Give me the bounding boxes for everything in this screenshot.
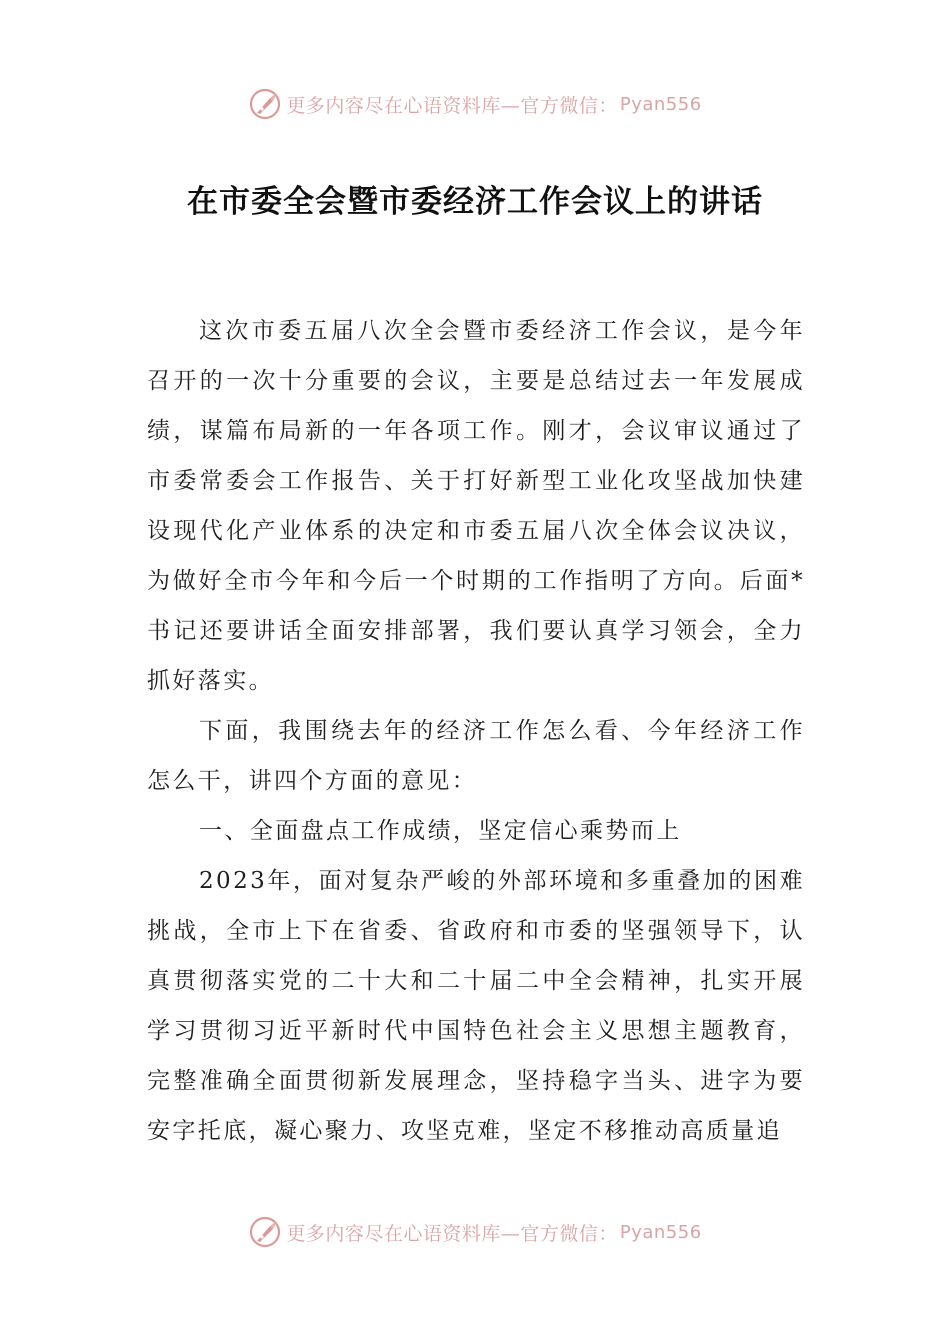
watermark-handle: Pyan556 <box>619 93 702 115</box>
pen-nib-logo-icon <box>248 87 282 121</box>
document-title: 在市委全会暨市委经济工作会议上的讲话 <box>187 184 763 220</box>
document-body <box>147 306 805 1156</box>
footer-watermark <box>0 1212 950 1252</box>
header-watermark <box>0 84 950 124</box>
paragraph: 下面，我围绕去年的经济工作怎么看、今年经济工作怎么干，讲四个方面的意见： <box>147 718 805 794</box>
paragraph: 2023年，面对复杂严峻的外部环境和多重叠加的困难挑战，全市上下在省委、省政府和市委的坚强领导下，认真贯彻落实党的二十大和二十届二中全会精神，扎实开展学习贯彻习近平新时代中国特色社会主义思想主题教育，完整准确全面贯彻新发展理念，坚持稳字当头、进字为要安字托底，凝心聚力、攻坚克难，坚定不移推动高质量追 <box>147 868 805 1144</box>
paragraph: 这次市委五届八次全会暨市委经济工作会议，是今年召开的一次十分重要的会议，主要是总结过去一年发展成绩，谋篇布局新的一年各项工作。刚才，会议审议通过了市委常委会工作报告、关于打好新型工业化攻坚战加快建设现代化产业体系的决定和市委五届八次全体会议决议，为做好全市今年和今后一个时期的工作指明了方向。后面*书记还要讲话全面安排部署，我们要认真学习领会，全力抓好落实。 <box>147 318 805 694</box>
section-heading: 一、全面盘点工作成绩，坚定信心乘势而上 <box>199 818 682 844</box>
watermark-text: 更多内容尽在心语资料库—官方微信： <box>286 1222 618 1245</box>
watermark-text: 更多内容尽在心语资料库—官方微信： <box>286 94 618 117</box>
pen-nib-logo-icon <box>248 1215 282 1249</box>
watermark-handle: Pyan556 <box>619 1221 702 1243</box>
